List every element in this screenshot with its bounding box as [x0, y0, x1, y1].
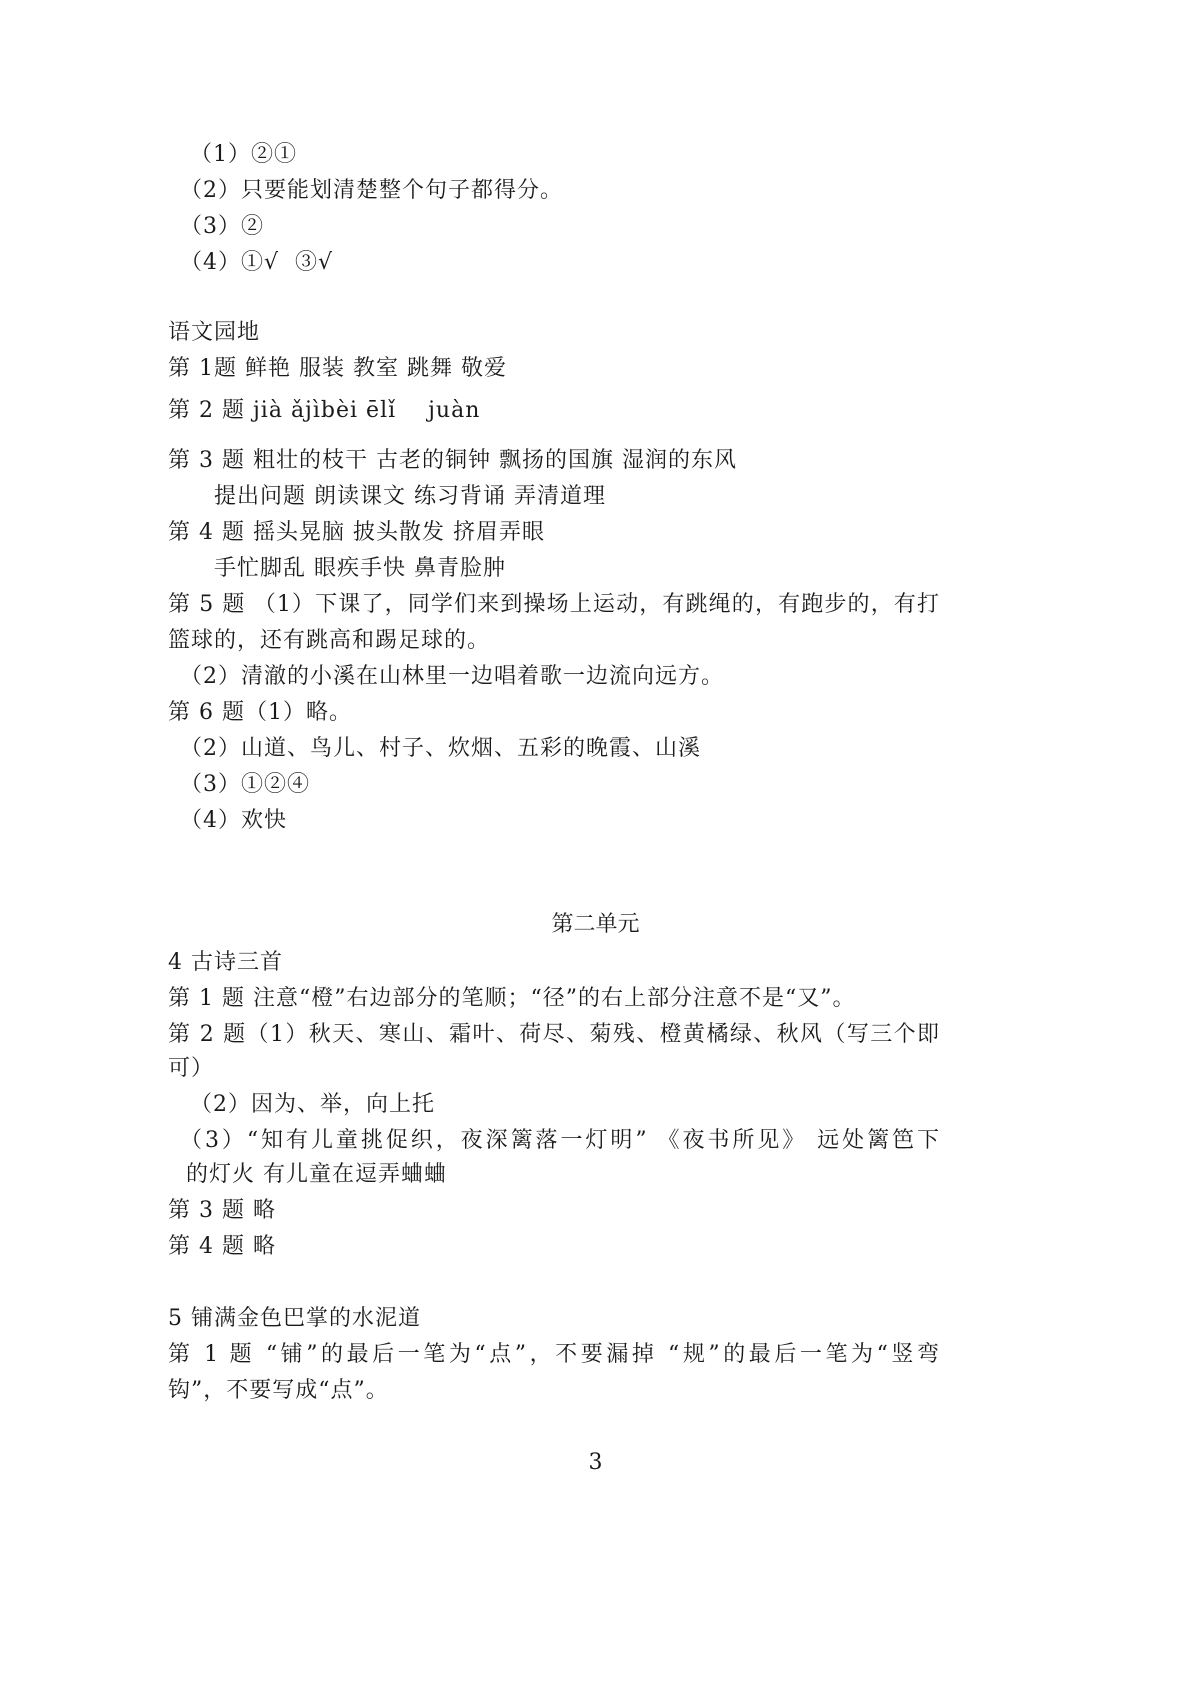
question-line: 钩”，不要写成“点”。 — [168, 1378, 389, 1403]
question-line: （2）因为、举，向上托 — [190, 1092, 435, 1117]
question-line: 提出问题 朗读课文 练习背诵 弄清道理 — [214, 484, 606, 509]
unit-heading: 第二单元 — [551, 912, 640, 937]
question-line: 第 3 题 粗壮的枝干 古老的铜钟 飘扬的国旗 湿润的东风 — [168, 448, 737, 473]
answer-line: （1）②① — [190, 142, 297, 167]
lesson-title: 4 古诗三首 — [168, 950, 283, 975]
question-line: 篮球的，还有跳高和踢足球的。 — [168, 628, 491, 653]
question-line: 第 3 题 略 — [168, 1198, 276, 1223]
question-line: 第 4 题 摇头晃脑 披头散发 挤眉弄眼 — [168, 520, 545, 545]
question-line: （2）清澈的小溪在山林里一边唱着歌一边流向远方。 — [180, 664, 724, 689]
question-line: （3）“知有儿童挑促织，夜深篱落一灯明” 《夜书所见》 远处篱笆下 — [180, 1128, 940, 1153]
question-line: 第 1 题 “铺”的最后一笔为“点”，不要漏掉 “规”的最后一笔为“竖弯 — [168, 1342, 940, 1367]
question-line: 手忙脚乱 眼疾手快 鼻青脸肿 — [214, 556, 506, 581]
answer-line: （4）①√ ③√ — [180, 250, 334, 275]
question-line: （4）欢快 — [180, 808, 287, 833]
question-line: 第 6 题（1）略。 — [168, 700, 352, 725]
page-number: 3 — [588, 1450, 603, 1475]
question-line: （2）山道、鸟儿、村子、炊烟、五彩的晚霞、山溪 — [180, 736, 701, 761]
question-line: 可） — [168, 1056, 215, 1081]
answer-line: （3）② — [180, 214, 264, 239]
question-line: 的灯火 有儿童在逗弄蛐蛐 — [186, 1162, 447, 1187]
question-line: （3）①②④ — [180, 772, 310, 797]
question-line: 第 5 题 （1）下课了，同学们来到操场上运动，有跳绳的，有跑步的，有打 — [168, 592, 940, 617]
lesson-title: 5 铺满金色巴掌的水泥道 — [168, 1306, 421, 1331]
question-line: 第 1题 鲜艳 服装 教室 跳舞 敬爱 — [168, 356, 507, 381]
question-line: 第 4 题 略 — [168, 1234, 276, 1259]
question-line: 第 2 题（1）秋天、寒山、霜叶、荷尽、菊残、橙黄橘绿、秋风（写三个即 — [168, 1022, 940, 1047]
question-line: 第 1 题 注意“橙”右边部分的笔顺；“径”的右上部分注意不是“又”。 — [168, 986, 856, 1011]
section-title: 语文园地 — [168, 320, 261, 345]
question-line: 第 2 题 jià ǎjìbèi ēlǐ juàn — [168, 398, 481, 423]
answer-line: （2）只要能划清楚整个句子都得分。 — [180, 178, 563, 203]
